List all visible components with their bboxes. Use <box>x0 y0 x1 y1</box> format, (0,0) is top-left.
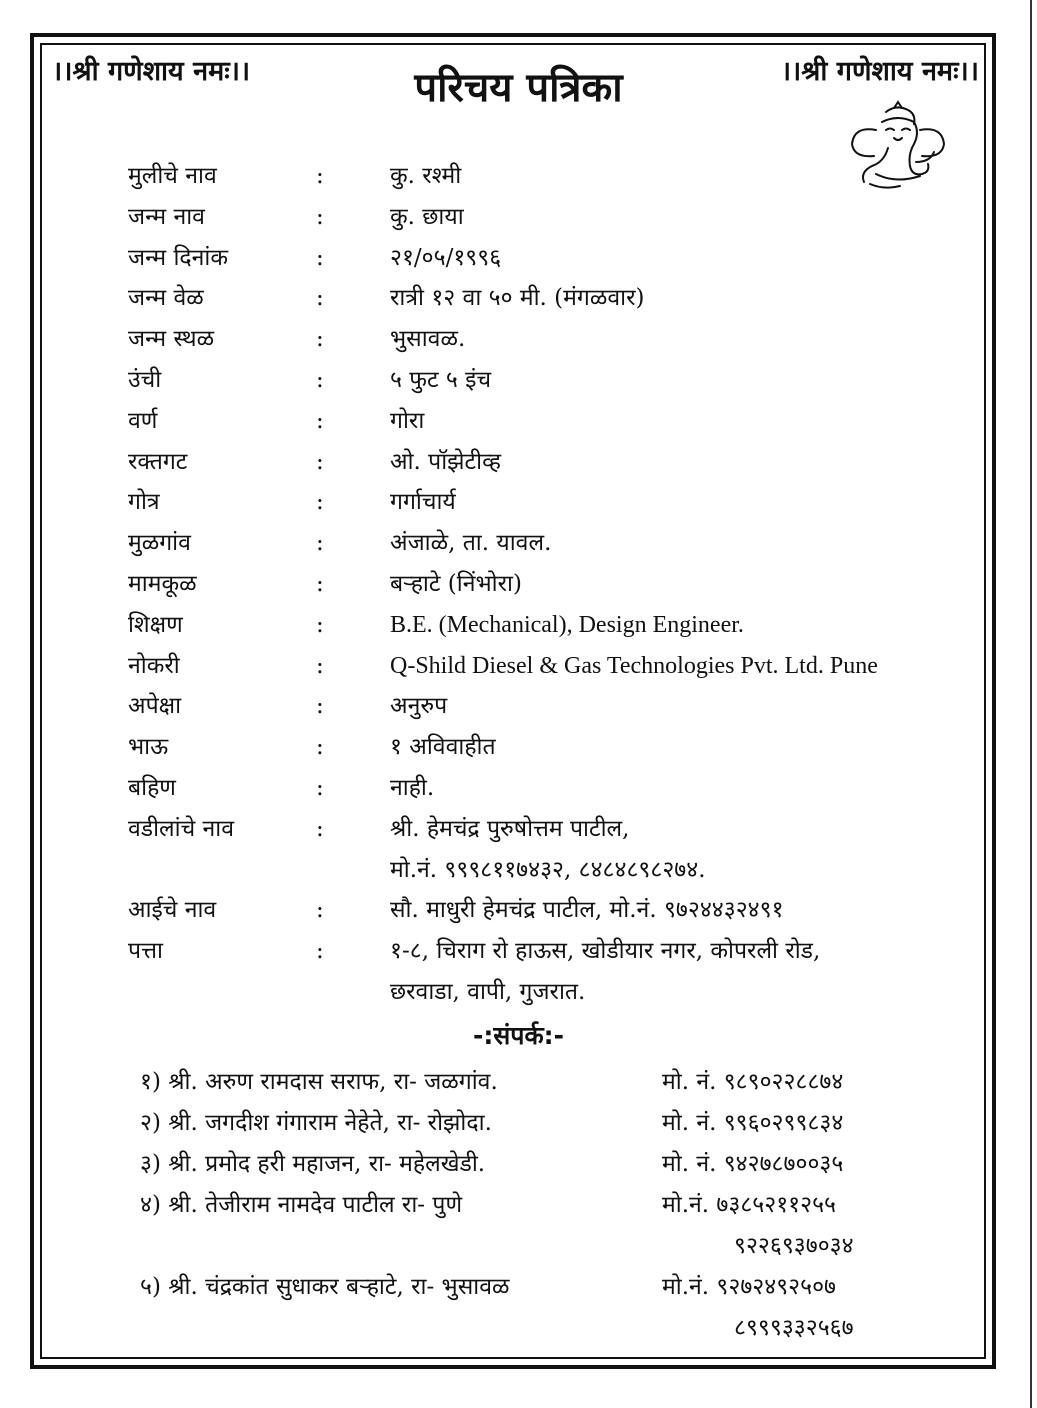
detail-value: गोरा <box>390 407 425 434</box>
detail-value: ५ फुट ५ इंच <box>390 366 492 393</box>
detail-value: गर्गाचार्य <box>390 489 456 516</box>
detail-separator: : <box>316 938 324 965</box>
detail-label: मुलीचे नाव <box>128 163 217 189</box>
detail-separator: : <box>316 815 324 842</box>
detail-row-native-place <box>128 523 988 564</box>
detail-separator: : <box>316 611 324 638</box>
detail-label: गोत्र <box>128 489 160 516</box>
detail-value: रात्री १२ वा ५० मी. (मंगळवार) <box>390 285 645 312</box>
detail-value: सौ. माधुरी हेमचंद्र पाटील, मो.नं. ९७२४४३२४९१ <box>390 897 784 924</box>
detail-separator: : <box>316 407 324 434</box>
detail-value: भुसावळ. <box>390 326 466 353</box>
detail-value: B.E. (Mechanical), Design Engineer. <box>390 611 744 638</box>
detail-separator: : <box>316 366 324 393</box>
contact-phone-alt: ९२२६९३७०३४ <box>734 1233 854 1259</box>
invocation-left: ।।श्री गणेशाय नमः।। <box>52 56 251 87</box>
detail-label: भाऊ <box>128 734 169 761</box>
detail-separator: : <box>316 734 324 761</box>
contact-phone-alt: ८९९९३३२५६७ <box>734 1315 854 1341</box>
detail-row-name <box>128 156 988 197</box>
detail-row-education <box>128 605 988 646</box>
detail-label: पत्ता <box>128 938 163 965</box>
father-name: श्री. हेमचंद्र पुरुषोत्तम पाटील, <box>390 815 630 842</box>
detail-label: जन्म स्थळ <box>128 326 215 353</box>
detail-separator: : <box>316 203 324 230</box>
detail-separator: : <box>316 897 324 924</box>
detail-separator: : <box>316 163 324 189</box>
details-list <box>128 156 988 1013</box>
detail-separator: : <box>316 570 324 597</box>
detail-row-height <box>128 360 988 401</box>
detail-row-mother <box>128 890 988 931</box>
detail-label: नोकरी <box>128 652 180 679</box>
address-line-2: छरवाडा, वापी, गुजरात. <box>390 978 586 1005</box>
contact-name: ३) श्री. प्रमोद हरी महाजन, रा- महेलखेडी. <box>140 1151 486 1177</box>
detail-separator: : <box>316 285 324 312</box>
contact-phone: मो.नं. ९२७२४९२५०७ <box>662 1274 837 1300</box>
detail-separator: : <box>316 774 324 801</box>
contacts-list <box>140 1062 960 1349</box>
detail-row-gotra <box>128 482 988 523</box>
detail-value: २१/०५/१९९६ <box>390 244 502 271</box>
contact-phone: मो.नं. ७३८५२११२५५ <box>662 1192 837 1218</box>
detail-separator: : <box>316 652 324 679</box>
detail-label: वर्ण <box>128 407 158 434</box>
detail-label: वडीलांचे नाव <box>128 815 235 842</box>
detail-value: बऱ्हाटे (निंभोरा) <box>390 570 522 597</box>
detail-row-address <box>128 931 988 1013</box>
contact-phone-group <box>662 1267 854 1349</box>
page-title: परिचय पत्रिका <box>414 65 623 111</box>
detail-separator: : <box>316 489 324 516</box>
detail-row-birth-date <box>128 238 988 279</box>
detail-label: अपेक्षा <box>128 693 182 720</box>
detail-separator: : <box>316 530 324 557</box>
detail-label: बहिण <box>128 774 176 801</box>
contact-name: ४) श्री. तेजीराम नामदेव पाटील रा- पुणे <box>140 1192 463 1218</box>
detail-value: १ अविवाहीत <box>390 734 496 761</box>
contacts-heading: -:संपर्क:- <box>472 1021 565 1050</box>
detail-value: ओ. पॉझेटीव्ह <box>390 448 501 475</box>
detail-separator: : <box>316 448 324 475</box>
detail-separator: : <box>316 693 324 720</box>
detail-row-sister <box>128 768 988 809</box>
detail-separator: : <box>316 244 324 271</box>
detail-row-father <box>128 809 988 891</box>
detail-value <box>390 931 820 1013</box>
contact-row <box>140 1185 960 1267</box>
contact-row <box>140 1267 960 1349</box>
contact-row <box>140 1062 960 1103</box>
detail-row-birth-time <box>128 278 988 319</box>
detail-row-maternal-family <box>128 564 988 605</box>
detail-label: मुळगांव <box>128 530 191 557</box>
detail-label: शिक्षण <box>128 611 183 638</box>
detail-label: आईचे नाव <box>128 897 217 924</box>
detail-label: मामकूळ <box>128 570 197 597</box>
scan-edge-line <box>1030 0 1032 1408</box>
detail-separator: : <box>316 326 324 353</box>
contact-name: ५) श्री. चंद्रकांत सुधाकर बऱ्हाटे, रा- भुसावळ <box>140 1274 510 1300</box>
detail-label: जन्म नाव <box>128 203 205 230</box>
detail-row-birth-name <box>128 197 988 238</box>
detail-label: जन्म दिनांक <box>128 244 229 271</box>
detail-value: Q-Shild Diesel & Gas Technologies Pvt. Ltd. Pune <box>390 652 878 679</box>
contact-row <box>140 1103 960 1144</box>
detail-label: रक्तगट <box>128 448 188 475</box>
detail-row-birth-place <box>128 319 988 360</box>
address-line-1: १-८, चिराग रो हाऊस, खोडीयार नगर, कोपरली रोड, <box>390 938 821 965</box>
detail-value <box>390 809 706 891</box>
invocation-right: ।।श्री गणेशाय नमः।। <box>780 56 979 87</box>
contact-phone: मो. नं. ९८९०२२८८७४ <box>662 1069 844 1095</box>
detail-label: जन्म वेळ <box>128 285 204 312</box>
detail-value: कु. छाया <box>390 203 464 230</box>
contact-phone: मो. नं. ९९६०२९९८३४ <box>662 1110 844 1136</box>
detail-row-brother <box>128 727 988 768</box>
contact-name: १) श्री. अरुण रामदास सराफ, रा- जळगांव. <box>140 1069 498 1095</box>
detail-value: अंजाळे, ता. यावल. <box>390 530 552 557</box>
detail-label: उंची <box>128 366 162 393</box>
detail-row-complexion <box>128 401 988 442</box>
detail-value: अनुरुप <box>390 693 448 720</box>
detail-row-job <box>128 646 988 687</box>
detail-row-blood-group <box>128 442 988 483</box>
detail-value: नाही. <box>390 774 435 801</box>
contact-phone-group <box>662 1185 854 1267</box>
detail-value: कु. रश्मी <box>390 163 462 189</box>
father-phone: मो.नं. ९९९८११७४३२, ८४८४८९८२७४. <box>390 856 706 883</box>
contact-row <box>140 1144 960 1185</box>
contact-phone: मो. नं. ९४२७८७००३५ <box>662 1151 844 1177</box>
contact-name: २) श्री. जगदीश गंगाराम नेहेते, रा- रोझोदा. <box>140 1110 492 1136</box>
detail-row-expectation <box>128 686 988 727</box>
